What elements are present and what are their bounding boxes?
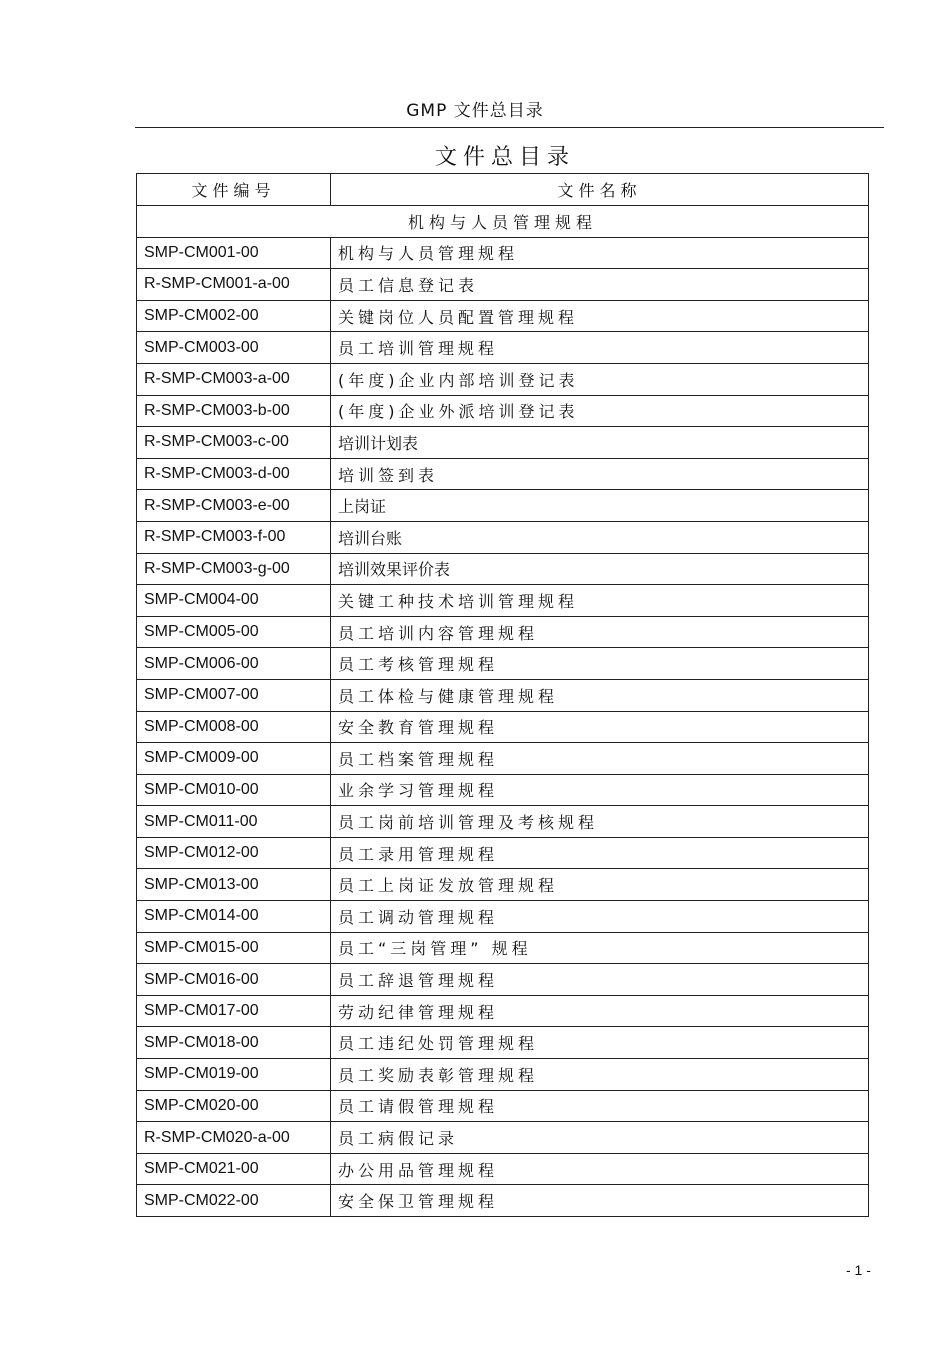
file-code-cell: SMP-CM005-00 (137, 616, 331, 648)
table-row (137, 269, 869, 301)
file-name-cell: 员工请假管理规程 (331, 1090, 869, 1122)
file-code-cell: R-SMP-CM003-a-00 (137, 363, 331, 395)
table-row (137, 616, 869, 648)
column-header-name: 文件名称 (331, 174, 869, 206)
table-row (137, 332, 869, 364)
file-name-cell: 培训计划表 (331, 427, 869, 459)
section-row (137, 206, 869, 238)
table-row (137, 521, 869, 553)
file-name-cell: 员工“三岗管理” 规程 (331, 932, 869, 964)
file-code-cell: SMP-CM006-00 (137, 648, 331, 680)
file-name-cell: 关键岗位人员配置管理规程 (331, 300, 869, 332)
file-code-cell: SMP-CM013-00 (137, 869, 331, 901)
file-name-cell: (年度)企业外派培训登记表 (331, 395, 869, 427)
table-row (137, 1153, 869, 1185)
file-code-cell: SMP-CM008-00 (137, 711, 331, 743)
table-row (137, 1027, 869, 1059)
file-name-cell: (年度)企业内部培训登记表 (331, 363, 869, 395)
table-row (137, 1090, 869, 1122)
table-row (137, 395, 869, 427)
file-name-cell: 员工体检与健康管理规程 (331, 679, 869, 711)
table-row (137, 1059, 869, 1091)
file-code-cell: R-SMP-CM003-c-00 (137, 427, 331, 459)
table-row (137, 427, 869, 459)
table-header-row (137, 174, 869, 206)
file-name-cell: 培训台账 (331, 521, 869, 553)
file-code-cell: SMP-CM003-00 (137, 332, 331, 364)
table-row (137, 553, 869, 585)
file-code-cell: SMP-CM018-00 (137, 1027, 331, 1059)
file-name-cell: 员工违纪处罚管理规程 (331, 1027, 869, 1059)
table-row (137, 458, 869, 490)
file-code-cell: SMP-CM007-00 (137, 679, 331, 711)
file-name-cell: 培训签到表 (331, 458, 869, 490)
table-row (137, 932, 869, 964)
file-name-cell: 员工档案管理规程 (331, 743, 869, 775)
file-code-cell: SMP-CM020-00 (137, 1090, 331, 1122)
file-code-cell: SMP-CM017-00 (137, 995, 331, 1027)
table-row (137, 806, 869, 838)
file-name-cell: 上岗证 (331, 490, 869, 522)
file-name-cell: 办公用品管理规程 (331, 1153, 869, 1185)
file-name-cell: 员工培训内容管理规程 (331, 616, 869, 648)
section-title: 机构与人员管理规程 (137, 206, 869, 238)
file-code-cell: R-SMP-CM003-b-00 (137, 395, 331, 427)
file-code-cell: SMP-CM011-00 (137, 806, 331, 838)
table-row (137, 995, 869, 1027)
file-name-cell: 员工病假记录 (331, 1122, 869, 1154)
table-row (137, 743, 869, 775)
file-code-cell: R-SMP-CM003-d-00 (137, 458, 331, 490)
file-name-cell: 机构与人员管理规程 (331, 237, 869, 269)
file-code-cell: SMP-CM009-00 (137, 743, 331, 775)
file-code-cell: SMP-CM004-00 (137, 585, 331, 617)
file-code-cell: R-SMP-CM003-f-00 (137, 521, 331, 553)
table-row (137, 901, 869, 933)
file-code-cell: SMP-CM010-00 (137, 774, 331, 806)
file-name-cell: 员工信息登记表 (331, 269, 869, 301)
file-code-cell: SMP-CM015-00 (137, 932, 331, 964)
document-title: 文件总目录 (434, 145, 575, 170)
file-code-cell: SMP-CM021-00 (137, 1153, 331, 1185)
table-row (137, 711, 869, 743)
file-code-cell: SMP-CM022-00 (137, 1185, 331, 1217)
table-row (137, 869, 869, 901)
file-name-cell: 关键工种技术培训管理规程 (331, 585, 869, 617)
table-row (137, 679, 869, 711)
file-code-cell: SMP-CM001-00 (137, 237, 331, 269)
table-row (137, 648, 869, 680)
header-divider (135, 127, 884, 128)
file-code-cell: SMP-CM014-00 (137, 901, 331, 933)
file-name-cell: 员工辞退管理规程 (331, 964, 869, 996)
table-row (137, 964, 869, 996)
file-name-cell: 员工调动管理规程 (331, 901, 869, 933)
table-row (137, 837, 869, 869)
table-row (137, 490, 869, 522)
running-header: GMP 文件总目录 (406, 101, 544, 121)
column-header-code: 文件编号 (137, 174, 331, 206)
file-code-cell: SMP-CM002-00 (137, 300, 331, 332)
table-row (137, 1185, 869, 1217)
file-name-cell: 员工考核管理规程 (331, 648, 869, 680)
file-name-cell: 安全保卫管理规程 (331, 1185, 869, 1217)
table-row (137, 300, 869, 332)
file-name-cell: 员工奖励表彰管理规程 (331, 1059, 869, 1091)
file-code-cell: R-SMP-CM020-a-00 (137, 1122, 331, 1154)
file-name-cell: 业余学习管理规程 (331, 774, 869, 806)
table-row (137, 237, 869, 269)
table-row (137, 1122, 869, 1154)
table-row (137, 774, 869, 806)
file-code-cell: R-SMP-CM001-a-00 (137, 269, 331, 301)
file-code-cell: SMP-CM019-00 (137, 1059, 331, 1091)
page-number: - 1 - (846, 1262, 871, 1278)
file-name-cell: 员工上岗证发放管理规程 (331, 869, 869, 901)
file-name-cell: 员工培训管理规程 (331, 332, 869, 364)
file-code-cell: R-SMP-CM003-g-00 (137, 553, 331, 585)
file-code-cell: SMP-CM012-00 (137, 837, 331, 869)
file-catalog-table (136, 173, 869, 1217)
file-code-cell: R-SMP-CM003-e-00 (137, 490, 331, 522)
file-name-cell: 培训效果评价表 (331, 553, 869, 585)
file-name-cell: 劳动纪律管理规程 (331, 995, 869, 1027)
file-name-cell: 员工录用管理规程 (331, 837, 869, 869)
file-name-cell: 安全教育管理规程 (331, 711, 869, 743)
file-name-cell: 员工岗前培训管理及考核规程 (331, 806, 869, 838)
table-row (137, 363, 869, 395)
file-code-cell: SMP-CM016-00 (137, 964, 331, 996)
table-row (137, 585, 869, 617)
